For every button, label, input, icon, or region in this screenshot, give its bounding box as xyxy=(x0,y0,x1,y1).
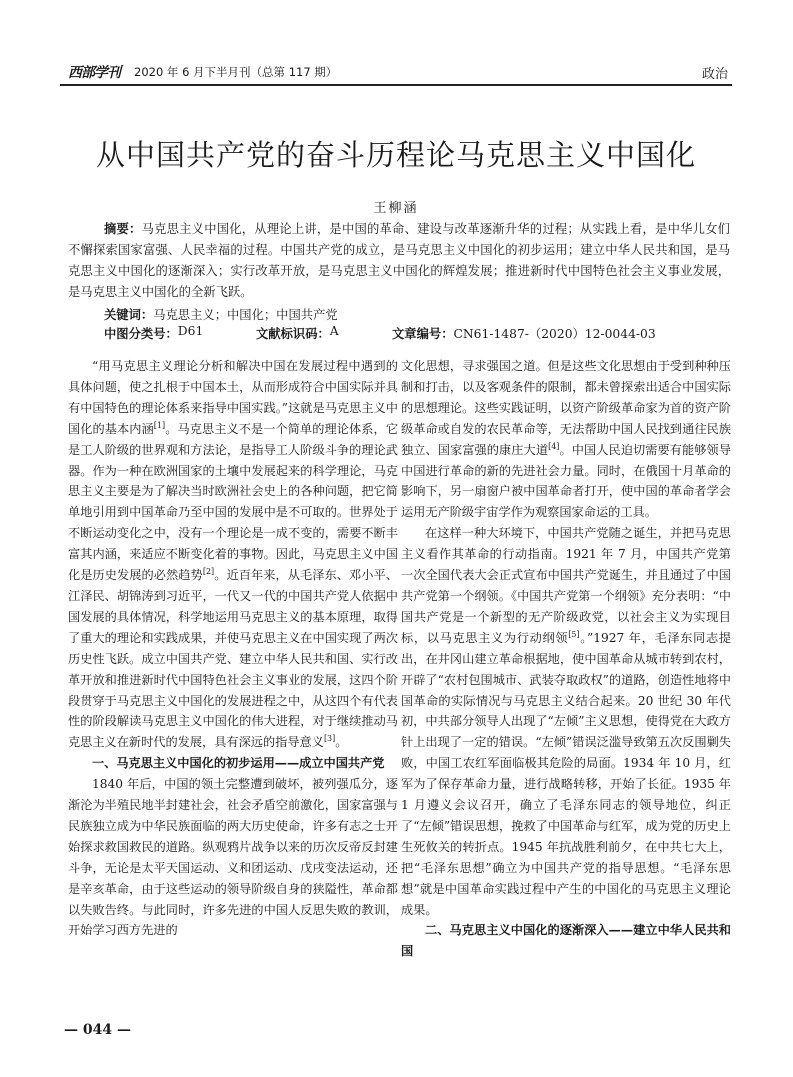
keywords-text: 马克思主义；中国化；中国共产党 xyxy=(153,308,338,322)
section-label: 政治 xyxy=(701,67,728,82)
keywords xyxy=(104,305,338,323)
page-number: — 044 — xyxy=(64,1022,131,1038)
issue-info: 2020 年 6 月下半月刊（总第 117 期） xyxy=(134,65,338,79)
abstract xyxy=(68,219,730,303)
journal-logo: 西部学刊 xyxy=(68,65,120,81)
right-column xyxy=(401,356,731,962)
abstract-label: 摘要： xyxy=(104,222,142,236)
article-title: 从中国共产党的奋斗历程论马克思主义中国化 xyxy=(95,138,696,172)
citation: [3] xyxy=(323,734,336,744)
body-paragraph: 在这样一种大环境下，中国共产党随之诞生，并把马克思主义看作其革命的行动指南。1921 年 7 月，中国共产党第一次全国代表大会正式宣布中国共产党诞生，并且通过了中国共产党第一个纲领。《中国共产党第一个纲领》充分表明：“中国共产党是一个新型的无产阶级政党，以社会主义为实现目标，以马克思主义为行动纲领[5]。”1927 年，毛泽东同志提出，在井冈山建立革命根据地，使中国革命从城市转到农村，开辟了“农村包围城市、武装夺取政权”的道路，创造性地将中国革命的实际情况与马克思主义结合起来。20 世纪 30 年代初，中共部分领导人出现了“左倾”主义思想，使得党在大政方针上出现了一定的错误。“左倾”错误泛滥导致第五次反围剿失败，中国工农红军面临极其危险的局面。1934 年 10 月，红军为了保存革命力量，进行战略转移，开始了长征。1935 年 1 月遵义会议召开，确立了毛泽东同志的领导地位，纠正了“左倾”错误思想，挽救了中国革命与红军，成为党的历史上生死攸关的转折点。1945 年抗战胜利前夕，在中共七大上，把“毛泽东思想”确立为中国共产党的指导思想。“毛泽东思想”就是中国革命实践过程中产生的中国化的马克思主义理论成果。 xyxy=(401,526,731,917)
abstract-text: 马克思主义中国化，从理论上讲，是中国的革命、建设与改革逐渐升华的过程；从实践上看，是中华儿女们不懈探索国家富强、人民幸福的过程。中国共产党的成立，是马克思主义中国化的初步运用；建立中华人民共和国，是马克思主义中国化的逐渐深入；实行改革开放，是马克思主义中国化的辉煌发展；推进新时代中国特色社会主义事业发展，是马克思主义中国化的全新飞跃。 xyxy=(68,222,730,299)
citation: [2] xyxy=(202,567,215,576)
body-paragraph: 文化思想，寻求强国之道。但是这些文化思想由于受到种种压制和打击，以及客观条件的限制，都未曾探索出适合中国实际的思想理论。这些实践证明，以资产阶级革命家为首的资产阶级革命或自发的农民革命等，无法帮助中国人民找到通往民族独立、国家富强的康庄大道[4]。中国人民迫切需要有能够领导中国进行革命的新的先进社会力量。同时，在俄国十月革命的影响下，另一扇窗户被中国革命者打开，使中国的革命者学会运用无产阶级宇宙学作为观察国家命运的工具。 xyxy=(401,359,732,520)
article-author: 王柳涵 xyxy=(373,201,419,216)
citation: [5] xyxy=(568,629,580,639)
header-divider xyxy=(60,84,732,86)
section-heading-1: 一、马克思主义中国化的初步运用——成立中国共产党 xyxy=(92,756,385,771)
running-header xyxy=(68,62,730,84)
citation: [4] xyxy=(548,441,560,451)
body-paragraph: “用马克思主义理论分析和解决中国在发展过程中遇到的具体问题，使之扎根于中国本土，从而形成符合中国实际并具有中国特色的理论体系来指导中国实践。”这就是马克思主义中国化的基本内涵[1]。马克思主义不是一个简单的理论体系，它是工人阶级的世界观和方法论，是指导工人阶级斗争的理论武器。作为一种在欧洲国家的土壤中发展起来的科学理论，马克思主义主要是为了解决当时欧洲社会史上的各种问题，把它简单地引用到中国革命乃至中国的发展中是不可取的。世界处于不断运动变化之中，没有一个理论是一成不变的，需要不断丰富其内涵，来适应不断变化着的事物。因此，马克思主义中国化是历史发展的必然趋势[2]。近百年来，从毛泽东、邓小平、江泽民、胡锦涛到习近平，一代又一代的中国共产党人依据中国发展的具体情况，科学地运用马克思主义的基本原理，取得了重大的理论和实践成果，并使马克思主义在中国实现了两次历史性飞跃。成立中国共产党、建立中华人民共和国、实行改革开放和推进新时代中国特色社会主义事业的发展，这四个阶段贯穿于马克思主义中国化的发展进程之中，从这四个有代表性的阶段解读马克思主义中国化的伟大进程，对于继续推动马克思主义在新时代的发展，具有深远的指导意义[3]。 xyxy=(68,359,399,750)
section-heading-2: 二、马克思主义中国化的逐渐深入——建立中华人民共和国 xyxy=(401,923,731,959)
classification-line xyxy=(104,324,744,344)
citation: [1] xyxy=(153,420,166,430)
keywords-label: 关键词： xyxy=(104,308,154,322)
doc-code: 文献标识码： A xyxy=(256,324,339,341)
left-column xyxy=(68,356,398,941)
class-no: 中图分类号： D61 xyxy=(104,324,204,341)
body-paragraph: 1840 年后，中国的领土完整遭到破坏，被列强瓜分，逐渐沦为半殖民地半封建社会，社会矛盾空前激化，国家富强与民族独立成为中华民族面临的两大历史使命，许多有志之士开始探求救国救民的道路。纵观鸦片战争以来的历次反帝反封建斗争，无论是太平天国运动、义和团运动、戊戌变法运动，还是辛亥革命，由于这些运动的领导阶级自身的狭隘性，革命都以失败告终。与此同时，许多先进的中国人反思失败的教训，开始学习西方先进的 xyxy=(68,777,398,938)
article-no: 文章编号： CN61-1487-（2020）12-0044-03 xyxy=(392,327,656,341)
